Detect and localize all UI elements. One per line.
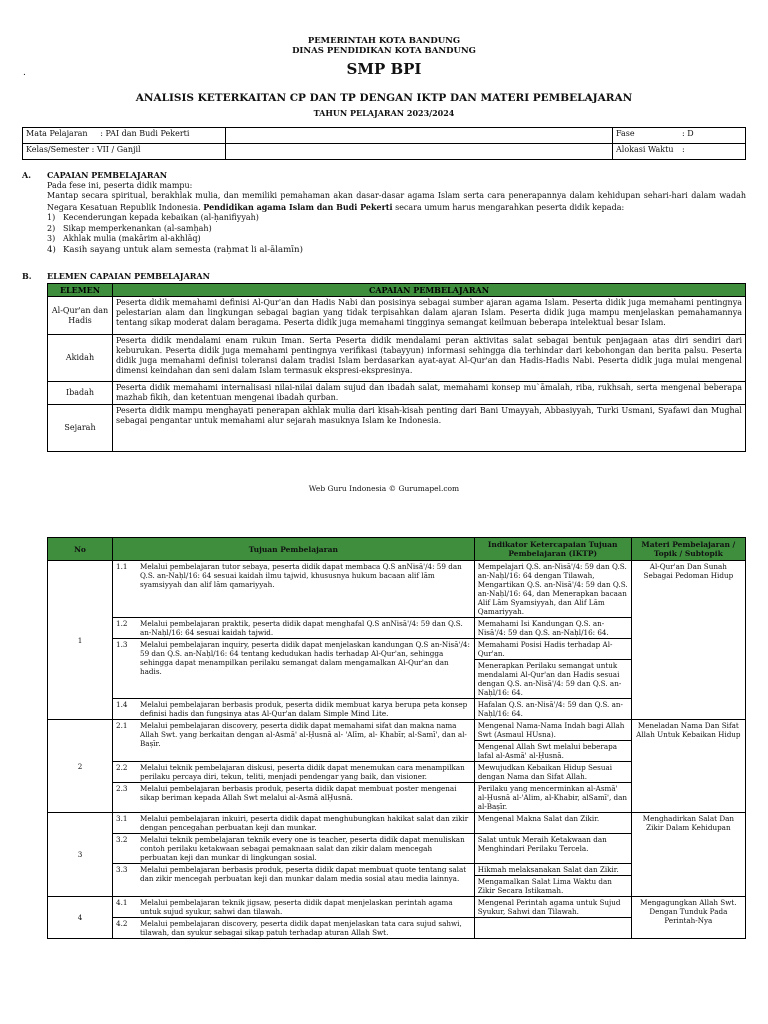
mapel-value: : PAI dan Budi Pekerti [100, 129, 190, 138]
tp-table [47, 537, 746, 939]
paragraph-end: secara umum harus mengarahkan peserta didik kepada: [392, 202, 625, 212]
academic-year: TAHUN PELAJARAN 2023/2024 [313, 108, 455, 118]
fase-value: : D [682, 129, 694, 138]
paragraph-bold: Pendidikan agama Islam dan Budi Pekerti [203, 201, 393, 212]
list-number: 1) [47, 213, 56, 222]
iktp-text: Perilaku yang mencerminkan al-Asmā' al-Ḥusnā al-'Alim, al-Khabir, alSamī', dan al-Baṣīr. [474, 783, 631, 813]
materi-text: Mengagungkan Allah Swt. Dengan Tunduk Pada Perintah-Nya [631, 897, 745, 939]
list-number: 3) [47, 234, 56, 243]
iktp-text: Menerapkan Perilaku semangat untuk mendalami Al-Qur'an dan Hadis sesuai dengan Q.S. an-Nisā'/4: 59 dan Q.S. an-Naḥl/16: 64. [474, 660, 631, 699]
section-a-paragraph [47, 191, 746, 213]
group-number: 3 [48, 813, 113, 897]
col-capaian: CAPAIAN PEMBELAJARAN [113, 284, 746, 297]
section-a-intro: Pada fese ini, peserta didik mampu: [47, 180, 193, 190]
tp-id: 3.1 [113, 813, 138, 834]
tp-id: 1.4 [113, 699, 138, 720]
table-row [48, 720, 746, 741]
kelas-cell: Kelas/Semester : VII / Ganjil [23, 144, 226, 160]
tp-id: 1.1 [113, 561, 138, 618]
iktp-text: Memahami Isi Kandungan Q.S. an-Nisā'/4: 59 dan Q.S. an-Naḥl/16: 64. [474, 618, 631, 639]
list-item [47, 213, 746, 224]
list-item [47, 245, 746, 256]
tp-id: 2.2 [113, 762, 138, 783]
col-iktp: Indikator Ketercapaian Tujuan Pembelajaran (IKTP) [474, 538, 631, 561]
iktp-text: Hafalan Q.S. an-Nisā'/4: 59 dan Q.S. an-Naḥl/16: 64. [474, 699, 631, 720]
tp-id: 4.1 [113, 897, 138, 918]
tp-text: Melalui pembelajaran berbasis produk, peserta didik membuat karya berupa peta konsep definisi hadis dan fungsinya atas Al-Qur'an dalam Simple Mind Lite. [137, 699, 474, 720]
list-number: 4) [47, 244, 56, 255]
tp-text: Melalui pembelajaran inquiry, peserta didik dapat menjelaskan kandungan Q.S an-Nisā'/4: 59 dan Q.S. an-Naḥl/16: 64 tentang kedudukan hadis terhadap Al-Qur'an, sehingga sehingga dapat menampilkan perilaku semangat dalam mengamalkan Al-Qur'an dan hadis. [137, 639, 474, 699]
table-row [48, 382, 746, 405]
fase-cell [613, 128, 746, 144]
iktp-text: Hikmah melaksanakan Salat dan Zikir. [474, 864, 631, 876]
elemen-desc: Peserta didik mampu menghayati penerapan akhlak mulia dari kisah-kisah penting dari Bani Umayyah, Abbasiyyah, Turki Usmani, Syafawi dan Mughal sebagai pengantar untuk memahami alur sejarah masuknya Islam ke Indonesia. [113, 405, 746, 452]
elemen-name: Akidah [48, 335, 113, 382]
elemen-table [47, 283, 746, 452]
iktp-text: Salat untuk Meraih Ketakwaan dan Menghindari Perilaku Tercela. [474, 834, 631, 864]
tp-id: 3.2 [113, 834, 138, 864]
tp-id: 2.3 [113, 783, 138, 813]
elemen-desc: Peserta didik memahami definisi Al-Qur'an dan Hadis Nabi dan posisinya sebagai sumber ajaran agama Islam. Peserta didik juga memahami pentingnya pelestarian alam dan lingkungan sebagai bagian yang tidak terpisahkan dalam ajaran Islam. Peserta didik juga mampu menjelaskan pemahamannya tentang sikap moderat dalam beragama. Peserta didik juga memahami tingginya semangat keilmuan beberapa intelektual besar Islam. [113, 297, 746, 335]
elemen-name: Sejarah [48, 405, 113, 452]
iktp-text: Mengamalkan Salat Lima Waktu dan Zikir Secara Istikamah. [474, 876, 631, 897]
elemen-name: Ibadah [48, 382, 113, 405]
list-number: 2) [47, 223, 56, 233]
tp-text: Melalui pembelajaran tutor sebaya, peserta didik dapat membaca Q.S anNisā'/4: 59 dan Q.S. an-Naḥl/16: 64 sesuai kaidah ilmu tajwid, khususnya hukum bacaan alif lām syamsiyyah dan alif lām qamariyyah. [137, 561, 474, 618]
tp-text: Melalui teknik pembelajaran diskusi, peserta didik dapat menemukan cara menampilkan perilaku percaya diri, tekun, teliti, menjadi pendengar yang baik, dan visioner. [137, 762, 474, 783]
header-line-1: PEMERINTAH KOTA BANDUNG [307, 36, 461, 46]
list-text: Sikap memperkenankan (al-samḥah) [63, 223, 212, 233]
school-name: SMP BPI [346, 60, 422, 78]
iktp-text: Memahami Posisi Hadis terhadap Al-Qur'an. [474, 639, 631, 660]
list-text: Kasih sayang untuk alam semesta (raḥmat li al-ālamīn) [63, 244, 303, 255]
alokasi-value: : [682, 145, 685, 154]
info-table [22, 127, 746, 160]
iktp-text: Mewujudkan Kebaikan Hidup Sesuai dengan Nama dan Sifat Allah. [474, 762, 631, 783]
tp-text: Melalui pembelajaran discovery, peserta didik dapat menjelaskan tata cara sujud sahwi, tilawah, dan syukur sebagai sikap patuh terhadap aturan Allah Swt. [137, 918, 474, 939]
section-b-title: ELEMEN CAPAIAN PEMBELAJARAN [47, 271, 210, 281]
tp-id: 4.2 [113, 918, 138, 939]
header-line-2: DINAS PENDIDIKAN KOTA BANDUNG [292, 46, 476, 56]
info-empty-cell-2 [226, 144, 613, 160]
tp-id: 1.3 [113, 639, 138, 699]
table-row [48, 297, 746, 335]
section-a-letter: A. [22, 170, 31, 180]
table-row [48, 405, 746, 452]
iktp-text: Mengenal Perintah agama untuk Sujud Syukur, Sahwi dan Tilawah. [474, 897, 631, 918]
stray-dot: . [23, 68, 26, 78]
tp-id: 1.2 [113, 618, 138, 639]
iktp-text: Mempelajari Q.S. an-Nisā'/4: 59 dan Q.S. an-Naḥl/16: 64 dengan Tilawah, Mengartikan Q.S. an-Nisā'/4: 59 dan Q.S. an-Naḥl/16: 64, dan Menerapkan bacaan Alif Lām Syamsiyyah, dan Alif Lām Qamariyyah. [474, 561, 631, 618]
tp-text: Melalui pembelajaran praktik, peserta didik dapat menghafal Q.S anNisā'/4: 59 dan Q.S. an-Naḥl/16: 64 sesuai kaidah tajwid. [137, 618, 474, 639]
iktp-text: Mengenal Allah Swt melalui beberapa lafal al-Asmā' al-Ḥusnā. [474, 741, 631, 762]
document-title: ANALISIS KETERKAITAN CP DAN TP DENGAN IKTP DAN MATERI PEMBELAJARAN [135, 92, 633, 104]
col-materi: Materi Pembelajaran / Topik / Subtopik [631, 538, 745, 561]
section-b-heading [22, 271, 746, 281]
tp-text: Melalui pembelajaran discovery, peserta didik dapat memahami sifat dan makna nama Allah Swt. yang berkaitan dengan al-Asmā' al-Ḥusnā al- 'Alīm, al- Khabīr, al-Samī', dan al-Baṣīr. [137, 720, 474, 762]
group-number: 1 [48, 561, 113, 720]
col-tujuan: Tujuan Pembelajaran [113, 538, 475, 561]
list-item [47, 234, 746, 245]
section-a-title: CAPAIAN PEMBELAJARAN [47, 170, 168, 180]
mapel-cell [23, 128, 226, 144]
alokasi-cell [613, 144, 746, 160]
col-no: No [48, 538, 113, 561]
fase-label: Fase [616, 129, 635, 138]
table-row [48, 813, 746, 834]
iktp-text: Mengenal Makna Salat dan Zikir. [474, 813, 631, 834]
tp-id: 3.3 [113, 864, 138, 897]
tp-text: Melalui pembelajaran berbasis produk, peserta didik dapat membuat poster mengenai sikap beriman kepada Allah Swt melalui al-Asmā alḤusnā. [137, 783, 474, 813]
table-row [48, 897, 746, 918]
alokasi-label: Alokasi Waktu [616, 145, 674, 154]
info-empty-cell [226, 128, 613, 144]
group-number: 4 [48, 897, 113, 939]
elemen-desc: Peserta didik mendalami enam rukun Iman. Serta Peserta didik mendalami peran aktivitas salat sebagai bentuk penjagaan atas diri sendiri dari keburukan. Peserta didik juga memahami pentingnya verifikasi (tabayyun) informasi sehingga dia terhindar dari kebohongan dan berita palsu. Peserta didik juga memahami definisi toleransi dalam tradisi Islam berdasarkan ayat-ayat Al-Qur'an dan Hadis-Hadis Nabi. Peserta didik juga mulai mengenal dimensi keindahan dan seni dalam Islam termasuk ekspresi-ekspresinya. [113, 335, 746, 382]
table-row [48, 335, 746, 382]
iktp-text [474, 918, 631, 939]
section-b-letter: B. [22, 271, 32, 281]
elemen-desc: Peserta didik memahami internalisasi nilai-nilai dalam sujud dan ibadah salat, memahami konsep mu`āmalah, riba, rukhsah, serta mengenal beberapa mazhab fikih, dan ketentuan mengenai ibadah qurban. [113, 382, 746, 405]
mapel-label: Mata Pelajaran [26, 129, 88, 138]
materi-text: Meneladan Nama Dan Sifat Allah Untuk Kebaikan Hidup [631, 720, 745, 813]
tp-id: 2.1 [113, 720, 138, 762]
col-elemen: ELEMEN [48, 284, 113, 297]
paragraph-start: Mantap secara spiritual, berakhlak mulia, dan memiliki pemahaman akan dasar-dasar agama Islam serta cara penerapannya dalam kehidupan sehari-hari dalam wadah Negara Kesatuan Republik Indonesia. [47, 191, 746, 212]
tp-text: Melalui pembelajaran inkuiri, peserta didik dapat menghubungkan hakikat salat dan zikir dengan pencegahan perbuatan keji dan munkar. [137, 813, 474, 834]
table-row [48, 561, 746, 618]
iktp-text: Mengenal Nama-Nama Indah bagi Allah Swt (Asmaul HUsna). [474, 720, 631, 741]
section-a [22, 170, 746, 255]
elemen-name: Al-Qur'an dan Hadis [48, 297, 113, 335]
gov-header [0, 36, 768, 56]
materi-text: Menghadirkan Salat Dan Zikir Dalam Kehidupan [631, 813, 745, 897]
list-item [47, 224, 746, 235]
tp-text: Melalui pembelajaran berbasis produk, peserta didik dapat membuat quote tentang salat dan zikir mencegah perbuatan keji dan munkar dalam media sosial atau media lainnya. [137, 864, 474, 897]
tp-text: Melalui pembelajaran teknik jigsaw, peserta didik dapat menjelaskan perintah agama untuk sujud syukur, sahwi dan tilawah. [137, 897, 474, 918]
footer-credit: Web Guru Indonesia © Gurumapel.com [308, 484, 460, 493]
list-text: Akhlak mulia (makārim al-akhlāq) [63, 234, 201, 243]
tp-text: Melalui teknik pembelajaran teknik every one is teacher, peserta didik dapat menuliskan contoh perilaku ketakwaan sebagai pemaknaan salat dan zikir dalam mencegah perbuatan keji dan munkar di lingkungan sosial. [137, 834, 474, 864]
list-text: Kecenderungan kepada kebaikan (al-ḥanifiyyah) [63, 213, 259, 222]
group-number: 2 [48, 720, 113, 813]
materi-text: Al-Qur'an Dan Sunah Sebagai Pedoman Hidup [631, 561, 745, 720]
